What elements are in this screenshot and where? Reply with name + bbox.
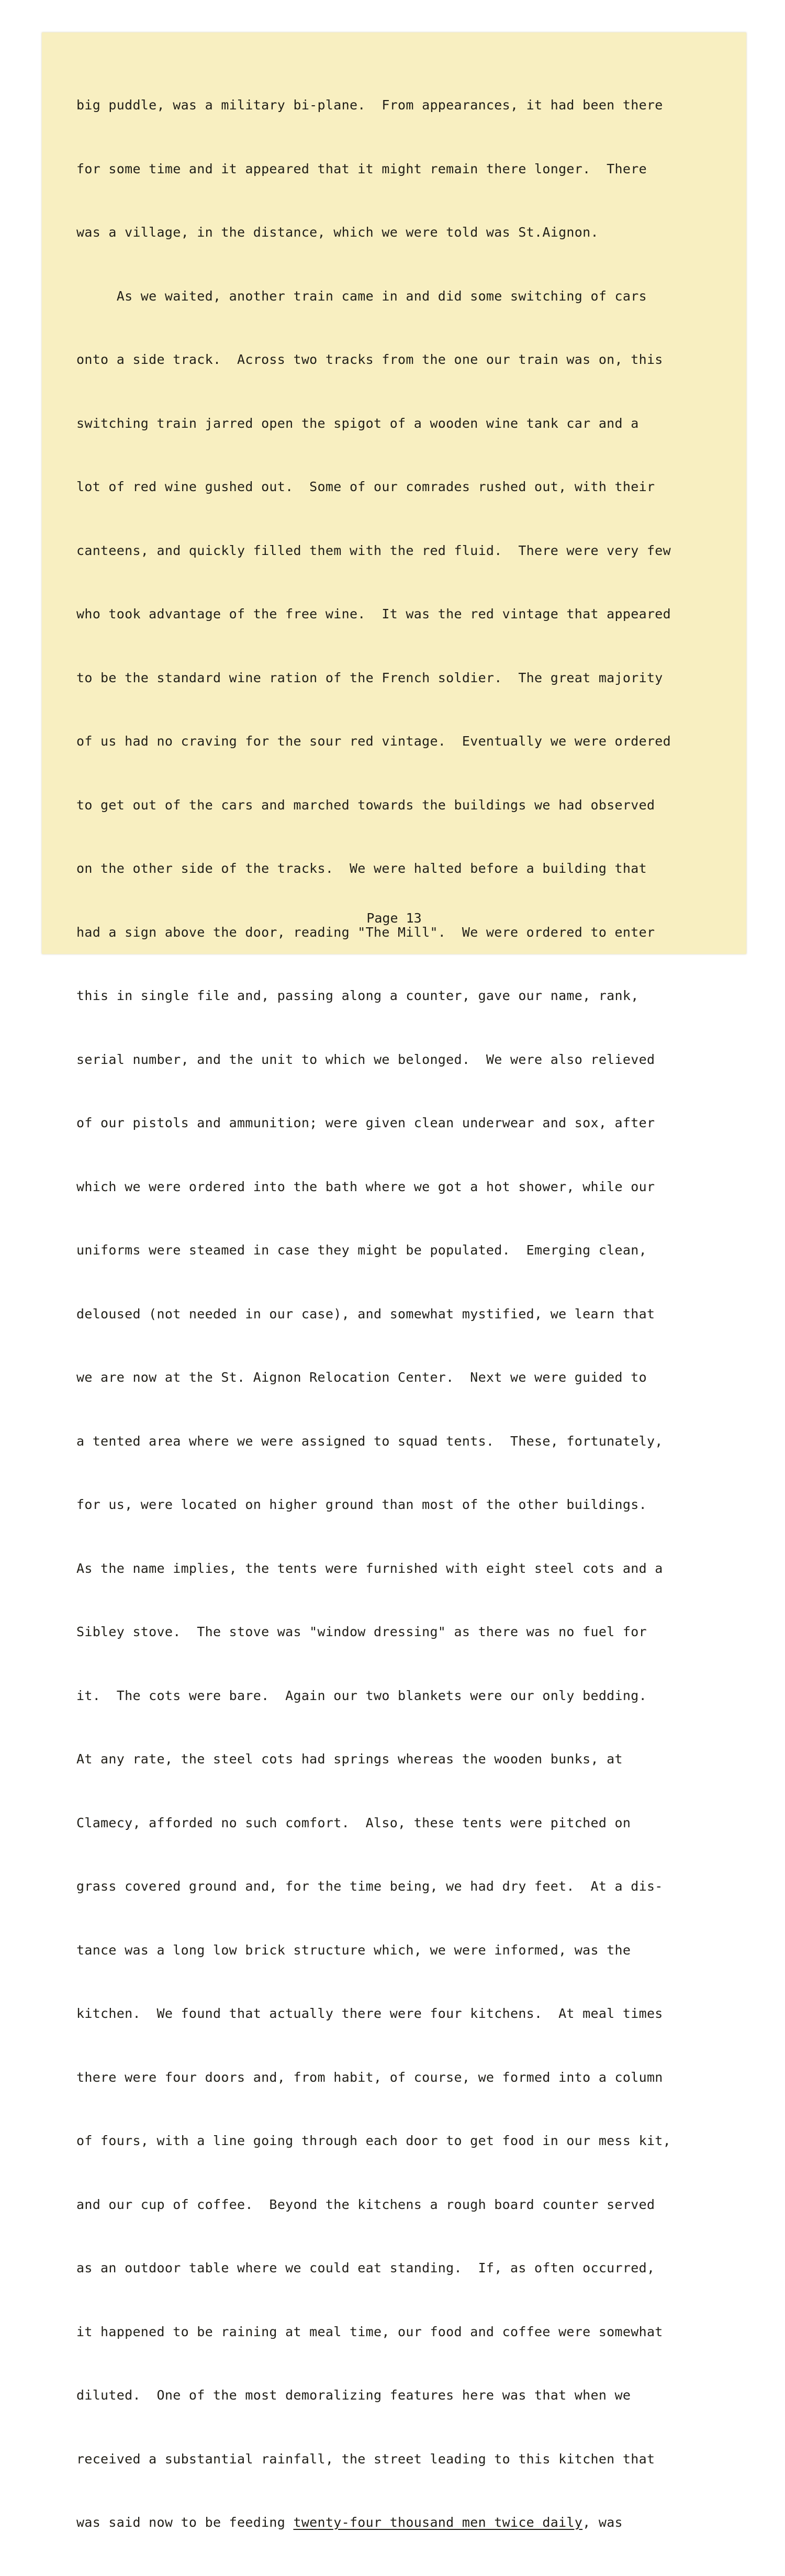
text-line: big puddle, was a military bi-plane. From appearances, it had been there bbox=[76, 97, 663, 113]
text-line: of us had no craving for the sour red vintage. Eventually we were ordered bbox=[76, 734, 671, 749]
text-line: canteens, and quickly filled them with the red fluid. There were very few bbox=[76, 542, 671, 558]
text-line: deloused (not needed in our case), and somewhat mystified, we learn that bbox=[76, 1306, 655, 1322]
text-line: serial number, and the unit to which we belonged. We were also relieved bbox=[76, 1051, 655, 1067]
text-line: on the other side of the tracks. We were halted before a building that bbox=[76, 861, 647, 876]
typed-page bbox=[42, 32, 746, 2530]
text-line: this in single file and, passing along a counter, gave our name, rank, bbox=[76, 988, 639, 1003]
text-line: onto a side track. Across two tracks from the one our train was on, this bbox=[76, 352, 663, 367]
text-line: of fours, with a line going through each door to get food in our mess kit, bbox=[76, 2133, 671, 2148]
text-line: of our pistols and ammunition; were given clean underwear and sox, after bbox=[76, 1115, 655, 1130]
text-line: for some time and it appeared that it might remain there longer. There bbox=[76, 161, 647, 176]
text-line-last bbox=[76, 2512, 746, 2534]
text-line: and our cup of coffee. Beyond the kitchens a rough board counter served bbox=[76, 2196, 655, 2212]
last-line-end: , was bbox=[582, 2515, 623, 2530]
underlined-phrase: twenty-four thousand men twice daily bbox=[293, 2515, 583, 2530]
text-line: which we were ordered into the bath where we got a hot shower, while our bbox=[76, 1179, 655, 1194]
text-line: received a substantial rainfall, the street leading to this kitchen that bbox=[76, 2451, 655, 2467]
text-line: as an outdoor table where we could eat standing. If, as often occurred, bbox=[76, 2260, 655, 2275]
text-line: switching train jarred open the spigot of a wooden wine tank car and a bbox=[76, 415, 639, 431]
text-line: As the name implies, the tents were furnished with eight steel cots and a bbox=[76, 1560, 663, 1576]
text-line: it. The cots were bare. Again our two blankets were our only bedding. bbox=[76, 1687, 647, 1703]
text-line: grass covered ground and, for the time being, we had dry feet. At a dis- bbox=[76, 1879, 663, 1894]
text-line: As we waited, another train came in and did some switching of cars bbox=[76, 288, 647, 304]
last-line-start: was said now to be feeding bbox=[76, 2515, 294, 2530]
text-line: there were four doors and, from habit, of course, we formed into a column bbox=[76, 2069, 663, 2085]
text-line: it happened to be raining at meal time, our food and coffee were somewhat bbox=[76, 2324, 663, 2339]
text-line: to be the standard wine ration of the French soldier. The great majority bbox=[76, 670, 663, 685]
text-line: who took advantage of the free wine. It was the red vintage that appeared bbox=[76, 606, 671, 621]
text-line: Sibley stove. The stove was "window dressing" as there was no fuel for bbox=[76, 1624, 647, 1639]
text-line: uniforms were steamed in case they might be populated. Emerging clean, bbox=[76, 1242, 647, 1258]
text-line: At any rate, the steel cots had springs whereas the wooden bunks, at bbox=[76, 1751, 623, 1767]
body-text bbox=[76, 52, 746, 2576]
text-line: tance was a long low brick structure which, we were informed, was the bbox=[76, 1942, 631, 1958]
text-line: we are now at the St. Aignon Relocation Center. Next we were guided to bbox=[76, 1370, 647, 1385]
text-line: lot of red wine gushed out. Some of our comrades rushed out, with their bbox=[76, 479, 655, 494]
text-line: kitchen. We found that actually there were four kitchens. At meal times bbox=[76, 2006, 663, 2021]
text-line: diluted. One of the most demoralizing features here was that when we bbox=[76, 2388, 631, 2403]
text-line: a tented area where we were assigned to squad tents. These, fortunately, bbox=[76, 1433, 663, 1449]
text-line: was a village, in the distance, which we were told was St.Aignon. bbox=[76, 225, 599, 240]
text-line: Clamecy, afforded no such comfort. Also, these tents were pitched on bbox=[76, 1815, 631, 1830]
page-number: Page 13 bbox=[366, 911, 422, 926]
text-line: to get out of the cars and marched towards the buildings we had observed bbox=[76, 797, 655, 813]
text-line: for us, were located on higher ground than most of the other buildings. bbox=[76, 1497, 647, 1512]
text-line: had a sign above the door, reading "The Mill". We were ordered to enter bbox=[76, 924, 655, 940]
